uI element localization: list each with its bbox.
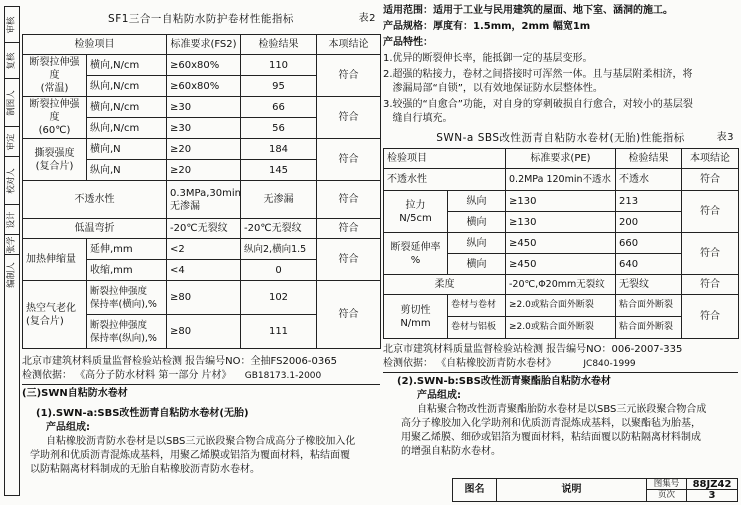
signature-strip: [4, 6, 20, 496]
table-header-row: [23, 35, 381, 55]
header-cell: 标准要求(FS2): [167, 35, 241, 55]
divider: [383, 372, 738, 373]
header-cell: 检验结果: [241, 35, 317, 55]
table-row: 断裂延伸率 % 纵向 ≥450 660 符合: [384, 233, 739, 254]
paragraph-line: 高分子橡胶加入化学助剂和优质沥青混炼成基料，以聚酯毡为胎基，: [401, 418, 701, 429]
atlas-number: 88JZ42: [687, 479, 737, 490]
table-row: 横向 ≥450 640: [384, 254, 739, 275]
page-number: 3: [708, 490, 716, 501]
table-row: 加热伸缩量 延伸,mm <2 纵向2,横向1.5 符合: [23, 239, 381, 260]
basis-line: 检测依据： 《高分子防水材料 第一部分 片材》 GB18173.1-2000: [22, 370, 322, 381]
paragraph-line: 以防粘隔离材料制成的无胎自粘橡胶沥青防水卷材。: [30, 464, 260, 475]
table-row: 拉力 N/5cm 纵向 ≥130 213 符合: [384, 191, 739, 212]
table-row: 低温弯折 -20℃无裂纹 -20℃无裂纹 符合: [23, 219, 381, 239]
table3-number: 表3: [716, 132, 734, 143]
header-cell: 标准要求(PE): [506, 149, 616, 169]
feature-line: 2.超强的粘接力，卷材之间搭接时可浑然一体。且与基层附柔相济，将: [383, 69, 693, 80]
section-heading: (三)SWN自粘防水卷材: [22, 388, 128, 399]
feature-line: 缝自行填充。: [383, 113, 453, 124]
table2-title: SF1三合一自粘防水防护卷材性能指标 表2: [22, 4, 380, 34]
title-block: [452, 478, 738, 502]
header-cell: 本项结论: [682, 149, 739, 169]
left-notes: [22, 355, 380, 477]
table-row: 不透水性 0.2MPa 120min不透水 不透水 符合: [384, 169, 739, 191]
feature-line: 3.较强的“自愈合”功能，对自身的穿刺破损自行愈合，对较小的基层裂: [383, 99, 693, 110]
lab-report-line: 北京市建筑材料质量监督检验站检测 报告编号NO：006-2007-335: [383, 344, 683, 355]
strip-cell: 张学: [5, 235, 19, 255]
strip-cell: 设计: [5, 205, 19, 235]
spec-line: 产品规格：厚度有：1.5mm，2mm 幅宽1m: [383, 21, 591, 32]
table-row: 断裂拉伸强度 (常温) 横向,N/cm ≥60x80% 110 符合: [23, 55, 381, 76]
strip-cell: 复核: [5, 43, 19, 79]
table3: [383, 148, 739, 339]
table-row: 收缩,mm <4 0: [23, 260, 381, 281]
table-row: 纵向,N ≥20 145: [23, 160, 381, 181]
header-cell: 检验项目: [23, 35, 167, 55]
basis-line: 检测依据： 《自粘橡胶沥青防水卷材》 JC840-1999: [383, 358, 636, 369]
composition-heading: 产品组成:: [417, 390, 461, 401]
feature-line: 1.优异的断裂伸长率，能抵御一定的基层变形。: [383, 53, 593, 64]
strip-cell: 校对人: [5, 157, 19, 205]
table-row: 断裂拉伸强度 保持率(纵向),% ≥80 111: [23, 315, 381, 349]
right-column: [383, 4, 738, 502]
subsection-heading: (1).SWN-a:SBS改性沥青自粘防水卷材(无胎): [36, 408, 249, 419]
strip-cell: 审核: [5, 7, 19, 43]
right-notes: [383, 343, 738, 459]
header-cell: 检验项目: [384, 149, 506, 169]
title-name: 说明: [497, 479, 647, 501]
page-label: 页次: [647, 490, 687, 501]
table-row: 剪切性 N/mm 卷材与卷材 ≥2.0或粘合面外断裂 粘合面外断裂 符合: [384, 295, 739, 317]
composition-heading: 产品组成:: [46, 422, 90, 433]
atlas-label: 图集号: [647, 479, 687, 490]
feature-line: 渗漏局部“自锁”，以有效地保证防水层整体性。: [383, 83, 603, 94]
header-cell: 本项结论: [317, 35, 381, 55]
scope-line: 适用范围：适用于工业与民用建筑的屋面、地下室、涵洞的施工。: [383, 5, 673, 16]
table-row: 横向 ≥130 200: [384, 212, 739, 233]
table-row: 纵向,N/cm ≥60x80% 95: [23, 76, 381, 97]
paragraph-line: 自粘橡胶沥青防水卷材是以SBS三元嵌段聚合物合成高分子橡胶加入化: [46, 436, 356, 447]
left-column: [22, 4, 380, 502]
strip-cell: 制图人: [5, 79, 19, 127]
table2: [22, 34, 381, 349]
table-header-row: [384, 149, 739, 169]
paragraph-line: 自粘聚合物改性沥青聚酯胎防水卷材是以SBS三元嵌段聚合物合成: [417, 404, 707, 415]
strip-cell: 编制人: [6, 262, 17, 288]
paragraph-line: 学助剂和优质沥青混炼成基料，用聚乙烯膜或铝箔为覆面材料，粘结面覆: [30, 450, 350, 461]
divider: [22, 384, 380, 385]
table2-number: 表2: [358, 13, 376, 24]
table-row: 不透水性 0.3MPa,30min 无渗漏 无渗漏 符合: [23, 181, 381, 219]
paragraph-line: 用聚乙烯膜、细砂或铝箔为覆面材料，粘结面覆以防粘隔离材料制成: [401, 432, 701, 443]
table-row: 纵向,N/cm ≥30 56: [23, 118, 381, 139]
paragraph-line: 的增强自粘防水卷材。: [401, 446, 501, 457]
table-row: 柔度 -20℃,Φ20mm无裂纹 无裂纹 符合: [384, 275, 739, 295]
subsection-heading: (2).SWN-b:SBS改性沥青聚酯胎自粘防水卷材: [397, 376, 611, 387]
features-heading: 产品特性：: [383, 37, 433, 48]
strip-cell: 审定: [5, 127, 19, 157]
table-row: 撕裂强度 (复合片) 横向,N ≥20 184 符合: [23, 139, 381, 160]
table-row: 断裂拉伸强度 (60℃) 横向,N/cm ≥30 66 符合: [23, 97, 381, 118]
lab-report-line: 北京市建筑材料质量监督检验站检测 报告编号NO：全抽FS2006-0365: [22, 356, 337, 367]
title-name-label: 图名: [453, 479, 497, 501]
header-cell: 检验结果: [616, 149, 682, 169]
table-row: 卷材与铝板 ≥2.0或粘合面外断裂 粘合面外断裂: [384, 317, 739, 339]
table3-title: SWN-a SBS改性沥青自粘防水卷材(无胎)性能指标 表3: [383, 128, 738, 148]
table-row: 热空气老化 (复合片) 断裂拉伸强度 保持率(横向),% ≥80 102 符合: [23, 281, 381, 315]
